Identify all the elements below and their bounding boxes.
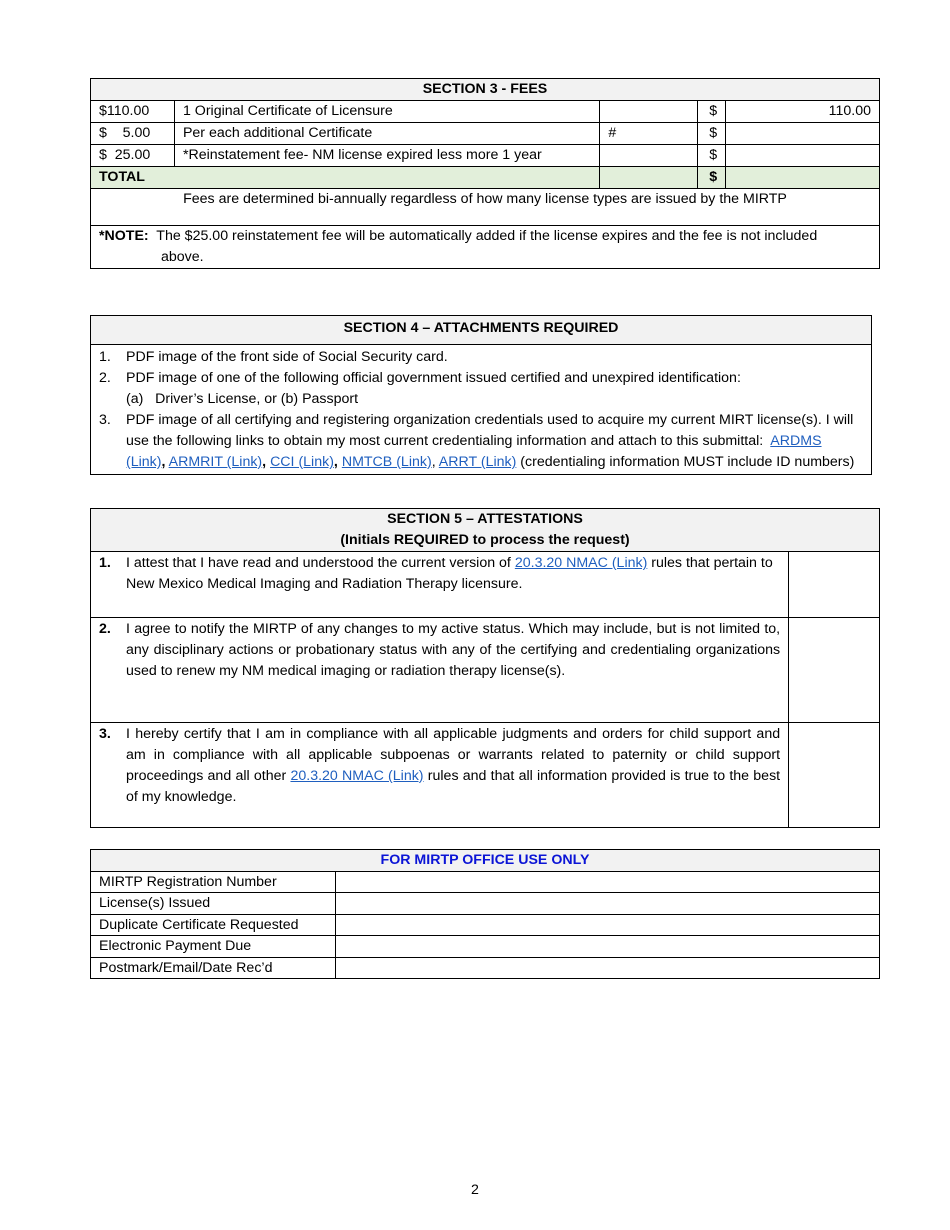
attestations-table <box>90 508 880 828</box>
sub-item-text: Driver’s License, or (b) Passport <box>155 391 359 407</box>
table-row <box>91 957 880 979</box>
nmac-link[interactable]: 20.3.20 NMAC (Link) <box>290 768 424 784</box>
section5-header <box>91 509 880 552</box>
attachments-table <box>90 315 872 475</box>
fee-amount: $ 25.00 <box>91 145 175 167</box>
table-row <box>91 936 880 958</box>
office-row-label: Duplicate Certificate Requested <box>91 914 336 936</box>
fee-count[interactable] <box>600 145 698 167</box>
fee-dollar-sign: $ <box>698 101 726 123</box>
fee-dollar-sign: $ <box>698 145 726 167</box>
attachment-item-3: PDF image of all certifying and registering organization credentials used to acquire my current MIRT license(s). I will use the following links to obtain my most current credentialing information and attach to this submittal: <box>126 412 854 449</box>
reinstatement-note <box>91 226 880 269</box>
attestation-row <box>91 618 880 723</box>
total-label: TOTAL <box>91 167 600 189</box>
attachments-list <box>99 347 863 473</box>
office-row-value[interactable] <box>335 893 879 915</box>
attestation-3-text-pre: I hereby certify that I am in compliance with all applicable judgments and orders for child support and am in compliance with all applicable subpoenas or warrants related to paternity or child support proceedings and all other <box>126 726 781 784</box>
section3-title: SECTION 3 - FEES <box>91 79 880 101</box>
attestation-1-text-post: rules that pertain to New Mexico Medical Imaging and Radiation Therapy licensure. <box>126 555 773 592</box>
fee-amount: $ 5.00 <box>91 123 175 145</box>
office-row-value[interactable] <box>335 957 879 979</box>
section4-title: SECTION 4 – ATTACHMENTS REQUIRED <box>91 316 872 345</box>
fees-note: Fees are determined bi-annually regardless of how many license types are issued by the MIRTP <box>91 189 880 226</box>
list-item: 3. PDF image of all certifying and registering organization credentials used to acquire my current MIRT license(s). I will use the following links to obtain my most current credentialing information and attach to this submittal: ARDMS (Link), ARMRIT (Link), CCI (Link), NMTCB (Link), ARRT (Link) (credentialing information MUST include ID numbers) <box>99 412 855 470</box>
attachments-body-row <box>91 345 872 475</box>
table-row <box>91 914 880 936</box>
fee-amount: $110.00 <box>91 101 175 123</box>
fee-description: Per each additional Certificate <box>174 123 599 145</box>
attachments-list-cell <box>91 345 872 475</box>
attestation-3-cell <box>91 723 789 828</box>
attestation-3-text-post: rules and that all information provided is true to the best of my knowledge. <box>126 768 781 805</box>
section5-subtitle: (Initials REQUIRED to process the request) <box>340 532 630 548</box>
initials-field-1[interactable] <box>789 552 880 618</box>
fee-total[interactable] <box>726 123 880 145</box>
table-row <box>91 871 880 893</box>
office-row-label: License(s) Issued <box>91 893 336 915</box>
fee-count[interactable] <box>600 101 698 123</box>
initials-field-3[interactable] <box>789 723 880 828</box>
arrt-link[interactable]: ARRT (Link) <box>438 454 517 470</box>
list-item <box>99 368 863 410</box>
attestation-2-cell <box>91 618 789 723</box>
fee-description: *Reinstatement fee- NM license expired less more 1 year <box>174 145 599 167</box>
office-row-label: MIRTP Registration Number <box>91 871 336 893</box>
note-continuation: above. <box>161 249 204 265</box>
initials-field-2[interactable] <box>789 618 880 723</box>
fee-dollar-sign: $ <box>698 123 726 145</box>
item-number: 1. <box>99 349 111 365</box>
note-label: *NOTE: <box>99 228 149 244</box>
attestation-item <box>99 619 780 682</box>
attachment-item-2: PDF image of one of the following official government issued certified and unexpired identification: <box>126 370 741 386</box>
attestation-row <box>91 552 880 618</box>
office-row-label: Electronic Payment Due <box>91 936 336 958</box>
attachment-item-3-tail: (credentialing information MUST include ID numbers) <box>520 454 855 470</box>
sub-item-label: (a) <box>126 391 144 407</box>
attestation-1-text-pre: I attest that I have read and understood the current version of <box>126 555 511 571</box>
list-item <box>99 347 863 368</box>
cci-link[interactable]: CCI (Link) <box>270 454 334 470</box>
office-row-value[interactable] <box>335 871 879 893</box>
fees-table <box>90 78 880 269</box>
nmtcb-link[interactable]: NMTCB (Link) <box>341 454 432 470</box>
fee-row <box>91 145 880 167</box>
attestation-1-cell <box>91 552 789 618</box>
table-row <box>91 893 880 915</box>
ardms-link[interactable]: ARDMS (Link) <box>126 433 822 470</box>
note-text: The $25.00 reinstatement fee will be automatically added if the license expires and the fee is not included <box>156 228 818 244</box>
fees-header-row <box>91 79 880 101</box>
office-row-label: Postmark/Email/Date Rec’d <box>91 957 336 979</box>
office-row-value[interactable] <box>335 936 879 958</box>
fee-row <box>91 123 880 145</box>
fee-total[interactable]: 110.00 <box>726 101 880 123</box>
attestation-row <box>91 723 880 828</box>
item-number: 1. <box>99 555 111 571</box>
attestation-item <box>99 724 780 808</box>
reinstatement-note-row <box>91 226 880 269</box>
office-use-title: FOR MIRTP OFFICE USE ONLY <box>91 850 880 872</box>
armrit-link[interactable]: ARMRIT (Link) <box>168 454 263 470</box>
fee-total[interactable] <box>726 145 880 167</box>
attestation-2-text: I agree to notify the MIRTP of any changes to my active status. Which may include, but is not limited to, any disciplinary actions or probationary status with any of the certifying and credentialing organizations used to renew my NM medical imaging or radiation therapy license(s). <box>126 621 781 679</box>
attachment-item-1: PDF image of the front side of Social Security card. <box>126 349 448 365</box>
total-dollar-sign: $ <box>698 167 726 189</box>
fee-description: 1 Original Certificate of Licensure <box>174 101 599 123</box>
office-row-value[interactable] <box>335 914 879 936</box>
office-header-row <box>91 850 880 872</box>
nmac-link[interactable]: 20.3.20 NMAC (Link) <box>514 555 648 571</box>
office-use-table <box>90 849 880 979</box>
total-row <box>91 167 880 189</box>
fee-count[interactable]: # <box>600 123 698 145</box>
item-number: 2. <box>99 370 111 386</box>
total-count <box>600 167 698 189</box>
page-number: 2 <box>471 1182 479 1198</box>
item-number: 3. <box>99 412 111 428</box>
fees-note-row <box>91 189 880 226</box>
attestations-header-row <box>91 509 880 552</box>
item-number: 3. <box>99 726 111 742</box>
section5-title: SECTION 5 – ATTESTATIONS <box>387 511 583 527</box>
total-amount[interactable] <box>726 167 880 189</box>
item-number: 2. <box>99 621 111 637</box>
fee-row <box>91 101 880 123</box>
attestation-item <box>99 553 780 595</box>
attachments-header-row <box>91 316 872 345</box>
